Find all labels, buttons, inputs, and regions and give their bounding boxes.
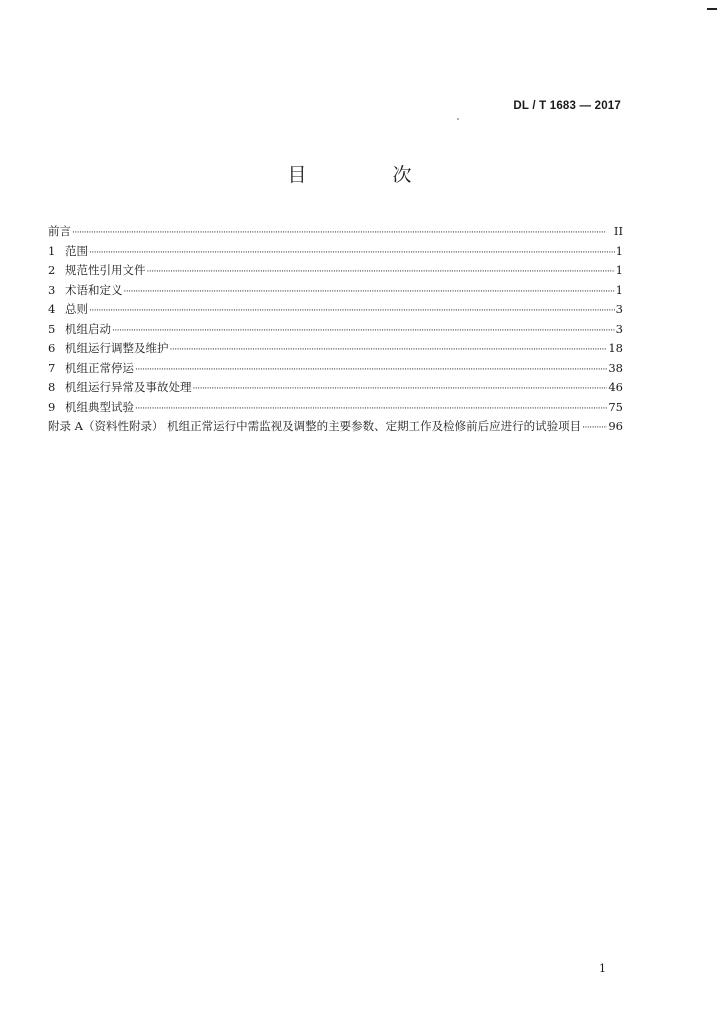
table-of-contents bbox=[48, 222, 623, 437]
toc-entry-number: 9 bbox=[48, 399, 56, 414]
toc-entry-page: 18 bbox=[608, 341, 623, 355]
toc-entry-page: 3 bbox=[615, 321, 623, 336]
document-code: DL / T 1683 — 2017 bbox=[513, 100, 621, 112]
toc-entry-scope[interactable] bbox=[48, 242, 623, 262]
toc-entry-number: 5 bbox=[48, 321, 56, 336]
toc-entry-unit-startup[interactable] bbox=[48, 320, 623, 340]
toc-leader-dots bbox=[89, 244, 615, 264]
toc-entry-label: 机组运行调整及维护 bbox=[65, 341, 169, 355]
toc-entry-page: 1 bbox=[615, 282, 623, 297]
toc-leader-dots bbox=[135, 361, 607, 381]
toc-entry-number: 1 bbox=[48, 243, 56, 258]
toc-leader-dots bbox=[72, 224, 613, 244]
toc-entry-label: 机组典型试验 bbox=[65, 399, 134, 414]
toc-entry-number: 2 bbox=[48, 263, 56, 277]
toc-entry-operation-adjustment[interactable] bbox=[48, 339, 623, 359]
scan-speck bbox=[457, 118, 459, 120]
toc-title: 目 次 bbox=[287, 164, 452, 186]
toc-leader-dots bbox=[147, 263, 615, 283]
toc-entry-general[interactable] bbox=[48, 300, 623, 320]
toc-leader-dots bbox=[582, 419, 607, 439]
toc-entry-page: 1 bbox=[615, 243, 623, 258]
toc-entry-typical-tests[interactable] bbox=[48, 398, 623, 418]
toc-entry-appendix-a[interactable] bbox=[48, 417, 623, 437]
toc-entry-foreword[interactable] bbox=[48, 222, 623, 242]
toc-entry-number: 6 bbox=[48, 341, 56, 355]
toc-entry-page: II bbox=[613, 224, 623, 238]
toc-entry-label: 规范性引用文件 bbox=[65, 263, 146, 277]
toc-entry-normative-references[interactable] bbox=[48, 261, 623, 281]
toc-entry-page: 75 bbox=[608, 399, 623, 414]
page-number: 1 bbox=[599, 962, 606, 975]
toc-leader-dots bbox=[89, 302, 615, 322]
toc-entry-page: 38 bbox=[608, 360, 623, 375]
toc-leader-dots bbox=[124, 283, 615, 303]
toc-entry-label: 总则 bbox=[65, 302, 88, 316]
toc-entry-page: 3 bbox=[615, 302, 623, 316]
toc-entry-label: 机组启动 bbox=[65, 321, 111, 336]
toc-entry-normal-shutdown[interactable] bbox=[48, 359, 623, 379]
toc-entry-page: 46 bbox=[608, 380, 623, 394]
toc-entry-number: 4 bbox=[48, 302, 56, 316]
toc-entry-label: 附录 A（资料性附录） 机组正常运行中需监视及调整的主要参数、定期工作及检修前后应进行的试验项目 bbox=[48, 419, 582, 433]
toc-leader-dots bbox=[193, 380, 608, 400]
toc-entry-page: 96 bbox=[608, 419, 623, 433]
toc-entry-terms-definitions[interactable] bbox=[48, 281, 623, 301]
toc-leader-dots bbox=[112, 322, 615, 342]
toc-entry-page: 1 bbox=[615, 263, 623, 277]
toc-entry-label: 术语和定义 bbox=[65, 282, 123, 297]
toc-entry-label: 前言 bbox=[48, 224, 71, 238]
scan-corner-mark bbox=[707, 0, 717, 10]
toc-entry-number: 8 bbox=[48, 380, 56, 394]
toc-entry-label: 机组运行异常及事故处理 bbox=[65, 380, 192, 394]
toc-entry-label: 范围 bbox=[65, 243, 88, 258]
toc-leader-dots bbox=[170, 341, 608, 361]
toc-entry-number: 3 bbox=[48, 282, 56, 297]
toc-entry-abnormal-handling[interactable] bbox=[48, 378, 623, 398]
toc-entry-number: 7 bbox=[48, 360, 56, 375]
toc-entry-label: 机组正常停运 bbox=[65, 360, 134, 375]
